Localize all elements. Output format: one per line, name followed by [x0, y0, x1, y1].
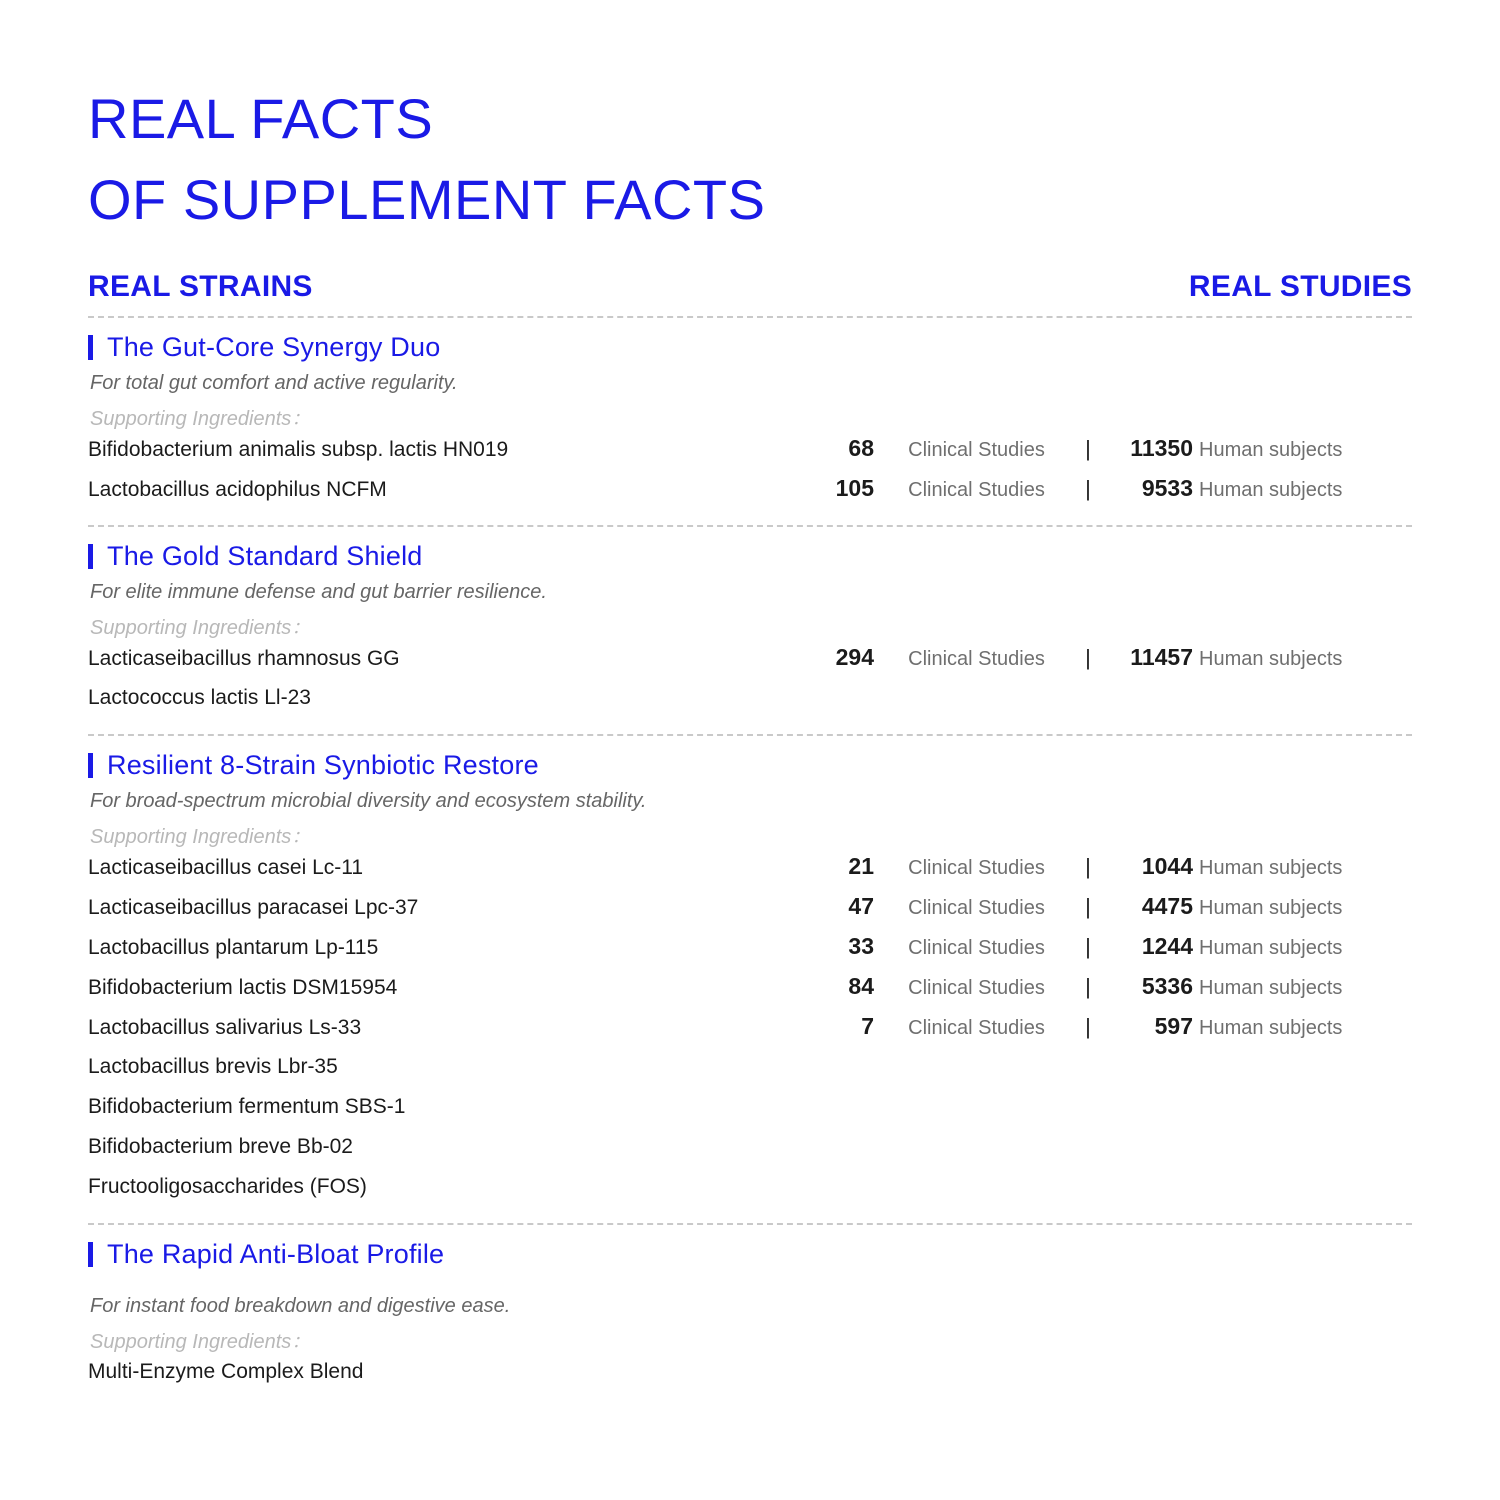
- bullet-bar-icon: [88, 335, 93, 360]
- strain-name: Bifidobacterium lactis DSM15954: [88, 976, 398, 1000]
- table-row: [88, 1173, 1412, 1213]
- groups-container: [88, 318, 1412, 1398]
- group-title-label: Resilient 8-Strain Synbiotic Restore: [107, 750, 539, 781]
- supporting-ingredients-label: Supporting Ingredients：: [90, 617, 312, 640]
- table-row: [88, 435, 1412, 475]
- human-subjects-count: 9533: [1141, 475, 1193, 502]
- strain-group: [88, 736, 1412, 1225]
- group-title: [88, 332, 1412, 363]
- supporting-ingredients-label: Supporting Ingredients：: [90, 408, 312, 431]
- clinical-studies-count: 47: [848, 893, 874, 920]
- strain-rows: [88, 853, 1412, 1213]
- strain-name: Bifidobacterium breve Bb-02: [88, 1135, 353, 1159]
- table-row: [88, 684, 1412, 724]
- clinical-studies-label: Clinical Studies: [908, 1017, 1045, 1040]
- strain-group: [88, 318, 1412, 527]
- cell-divider: |: [1085, 894, 1091, 920]
- bullet-bar-icon: [88, 544, 93, 569]
- cell-divider: |: [1085, 934, 1091, 960]
- cell-divider: |: [1085, 1014, 1091, 1040]
- strain-name: Lactobacillus salivarius Ls-33: [88, 1016, 362, 1040]
- supporting-ingredients-label: Supporting Ingredients：: [90, 1331, 312, 1354]
- human-subjects-label: Human subjects: [1199, 937, 1343, 960]
- strain-name: Lactococcus lactis Ll-23: [88, 686, 311, 710]
- clinical-studies-label: Clinical Studies: [908, 648, 1045, 671]
- strain-name: Lacticaseibacillus paracasei Lpc-37: [88, 896, 419, 920]
- clinical-studies-count: 84: [848, 973, 874, 1000]
- group-subtitle: For broad-spectrum microbial diversity and ecosystem stability.: [90, 790, 647, 813]
- strain-rows: [88, 435, 1412, 515]
- strain-group: [88, 1225, 1412, 1398]
- strain-name: Lacticaseibacillus rhamnosus GG: [88, 647, 400, 671]
- table-row: [88, 644, 1412, 684]
- clinical-studies-label: Clinical Studies: [908, 897, 1045, 920]
- column-header-real-strains: REAL STRAINS: [88, 270, 313, 304]
- page-title-line-1: REAL FACTS: [88, 87, 434, 150]
- human-subjects-count: 5336: [1141, 973, 1193, 1000]
- group-title-label: The Rapid Anti-Bloat Profile: [107, 1239, 445, 1270]
- group-title-label: The Gold Standard Shield: [107, 541, 423, 572]
- strain-rows: [88, 644, 1412, 724]
- strain-name: Lactobacillus brevis Lbr-35: [88, 1055, 338, 1079]
- strain-name: Lactobacillus acidophilus NCFM: [88, 478, 387, 502]
- bullet-bar-icon: [88, 753, 93, 778]
- table-row: [88, 1358, 1412, 1398]
- cell-divider: |: [1085, 476, 1091, 502]
- column-headers: [88, 270, 1412, 304]
- strain-name: Bifidobacterium animalis subsp. lactis HN019: [88, 438, 509, 462]
- group-title-label: The Gut-Core Synergy Duo: [107, 332, 441, 363]
- bullet-bar-icon: [88, 1242, 93, 1267]
- table-row: [88, 1093, 1412, 1133]
- group-title: [88, 1239, 1412, 1270]
- table-row: [88, 1013, 1412, 1053]
- spacer: [88, 1270, 1412, 1286]
- supporting-ingredients-label: Supporting Ingredients：: [90, 826, 312, 849]
- human-subjects-count: 11457: [1130, 644, 1193, 671]
- strain-name: Multi-Enzyme Complex Blend: [88, 1360, 364, 1384]
- clinical-studies-count: 33: [848, 933, 874, 960]
- table-row: [88, 853, 1412, 893]
- human-subjects-label: Human subjects: [1199, 439, 1343, 462]
- human-subjects-label: Human subjects: [1199, 897, 1343, 920]
- human-subjects-count: 1244: [1141, 933, 1193, 960]
- human-subjects-label: Human subjects: [1199, 977, 1343, 1000]
- group-subtitle: For total gut comfort and active regularity.: [90, 372, 458, 395]
- human-subjects-label: Human subjects: [1199, 479, 1343, 502]
- table-row: [88, 1053, 1412, 1093]
- clinical-studies-label: Clinical Studies: [908, 977, 1045, 1000]
- strain-name: Lacticaseibacillus casei Lc-11: [88, 856, 364, 880]
- cell-divider: |: [1085, 436, 1091, 462]
- group-title: [88, 541, 1412, 572]
- clinical-studies-count: 21: [848, 853, 874, 880]
- column-header-real-studies: REAL STUDIES: [1188, 270, 1412, 304]
- table-row: [88, 893, 1412, 933]
- table-row: [88, 1133, 1412, 1173]
- human-subjects-count: 597: [1154, 1013, 1193, 1040]
- strain-name: Bifidobacterium fermentum SBS-1: [88, 1095, 406, 1119]
- clinical-studies-count: 105: [835, 475, 874, 502]
- clinical-studies-label: Clinical Studies: [908, 857, 1045, 880]
- table-row: [88, 933, 1412, 973]
- clinical-studies-label: Clinical Studies: [908, 439, 1045, 462]
- table-row: [88, 973, 1412, 1013]
- human-subjects-label: Human subjects: [1199, 648, 1343, 671]
- cell-divider: |: [1085, 974, 1091, 1000]
- human-subjects-label: Human subjects: [1199, 857, 1343, 880]
- human-subjects-count: 11350: [1130, 435, 1193, 462]
- clinical-studies-count: 294: [835, 644, 874, 671]
- clinical-studies-count: 7: [861, 1013, 874, 1040]
- page-title: [88, 78, 1412, 240]
- page-title-line-2: OF SUPPLEMENT FACTS: [88, 168, 766, 232]
- strain-rows: [88, 1358, 1412, 1398]
- human-subjects-count: 4475: [1141, 893, 1193, 920]
- group-subtitle: For instant food breakdown and digestive ease.: [90, 1295, 511, 1318]
- strain-name: Fructooligosaccharides (FOS): [88, 1175, 367, 1199]
- strain-name: Lactobacillus plantarum Lp-115: [88, 936, 379, 960]
- strain-group: [88, 527, 1412, 736]
- clinical-studies-label: Clinical Studies: [908, 479, 1045, 502]
- group-subtitle: For elite immune defense and gut barrier resilience.: [90, 581, 547, 604]
- table-row: [88, 475, 1412, 515]
- human-subjects-label: Human subjects: [1199, 1017, 1343, 1040]
- cell-divider: |: [1085, 854, 1091, 880]
- clinical-studies-count: 68: [848, 435, 874, 462]
- clinical-studies-label: Clinical Studies: [908, 937, 1045, 960]
- group-title: [88, 750, 1412, 781]
- human-subjects-count: 1044: [1141, 853, 1193, 880]
- cell-divider: |: [1085, 645, 1091, 671]
